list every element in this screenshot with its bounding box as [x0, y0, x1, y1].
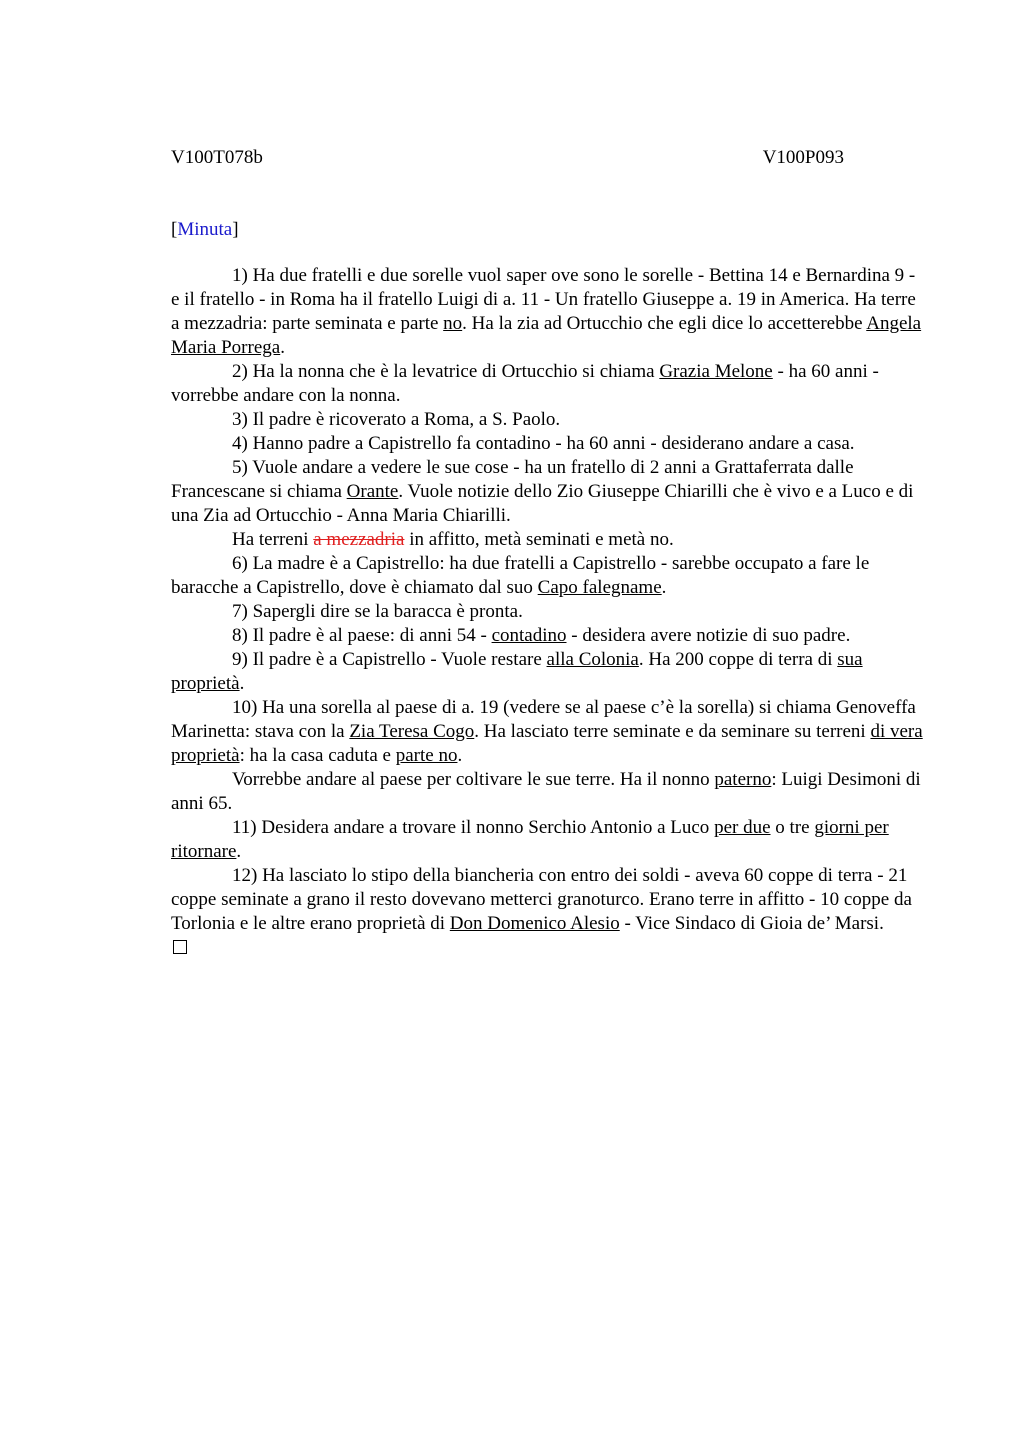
underlined-text: no — [443, 313, 463, 334]
paragraph-5 — [171, 456, 927, 528]
document-body — [171, 264, 927, 961]
underlined-text: Grazia Melone — [659, 361, 773, 382]
label-minuta-link[interactable]: Minuta — [177, 219, 233, 240]
underlined-text: per due — [714, 817, 771, 838]
text-span: in affitto, metà seminati e metà no. — [404, 529, 674, 550]
text-span: 5) Vuole andare a vedere le sue cose - ha un fratello di 2 anni a Grattaferrata dalle Francescane si chiama — [171, 457, 854, 502]
text-span: 4) Hanno padre a Capistrello fa contadino - ha 60 anni - desiderano andare a casa. — [232, 433, 855, 454]
underlined-text: Don Domenico Alesio — [449, 913, 620, 934]
underlined-text: parte no — [395, 745, 458, 766]
text-span: . — [239, 673, 245, 694]
document-label — [171, 218, 927, 242]
paragraph-7 — [171, 600, 927, 624]
underlined-text: Angela Maria Porrega — [171, 313, 922, 358]
text-span: . Ha la zia ad Ortucchio che egli dice lo accetterebbe — [462, 313, 867, 334]
paragraph-11 — [171, 816, 927, 864]
label-open-bracket: [ — [171, 219, 178, 240]
underlined-text: paterno — [714, 769, 772, 790]
text-span: - desidera avere notizie di suo padre. — [566, 625, 851, 646]
text-span: . Vuole notizie dello Zio Giuseppe Chiarilli che è vivo e a Luco e di una Zia ad Ortucchio - Anna Maria Chiarilli. — [171, 481, 914, 526]
underlined-text: contadino — [491, 625, 567, 646]
text-span: 6) La madre è a Capistrello: ha due fratelli a Capistrello - sarebbe occupato a fare le baracche a Capistrello, dove è chiamato dal suo — [171, 553, 870, 598]
underlined-text: sua proprietà — [171, 649, 863, 694]
paragraph-9 — [171, 648, 927, 696]
text-span: 1) Ha due fratelli e due sorelle vuol saper ove sono le sorelle - Bettina 14 e Bernardina 9 - e il fratello - in Roma ha il fratello Luigi di a. 11 - Un fratello Giuseppe a. 19 in America. Ha terre a mezzadria: parte seminata e parte — [171, 265, 916, 334]
underlined-text: di vera proprietà — [171, 721, 923, 766]
paragraph-10 — [171, 696, 927, 768]
text-span: 12) Ha lasciato lo stipo della biancheria con entro dei soldi - aveva 60 coppe di terra - 21 coppe seminate a grano il resto dovevano metterci granoturco. Erano terre in affitto - 10 coppe da Torlonia e le altre erano proprietà di — [171, 865, 912, 934]
text-span: . Ha 200 coppe di terra di — [638, 649, 838, 670]
text-span: Ha terreni — [232, 529, 314, 550]
paragraph-10-continued — [171, 768, 927, 816]
text-span: . — [661, 577, 667, 598]
text-span: 2) Ha la nonna che è la levatrice di Ortucchio si chiama — [232, 361, 660, 382]
document-code-right: V100P093 — [762, 147, 844, 168]
text-span: - ha 60 anni - vorrebbe andare con la nonna. — [171, 361, 879, 406]
paragraph-12 — [171, 864, 927, 936]
paragraph-1 — [171, 264, 927, 360]
paragraph-4 — [171, 432, 927, 456]
end-of-document-marker — [171, 936, 927, 961]
paragraph-8 — [171, 624, 927, 648]
paragraph-3 — [171, 408, 927, 432]
underlined-text: alla Colonia — [546, 649, 639, 670]
underlined-text: Zia Teresa Cogo — [349, 721, 475, 742]
paragraph-5-continued — [171, 528, 927, 552]
text-span: : Luigi Desimoni di anni 65. — [171, 769, 921, 814]
underlined-text: giorni per ritornare — [171, 817, 889, 862]
text-span: 11) Desidera andare a trovare il nonno Serchio Antonio a Luco — [232, 817, 715, 838]
struck-text: a mezzadria — [313, 529, 405, 550]
checkbox-square-icon — [173, 940, 187, 954]
underlined-text: Orante — [346, 481, 399, 502]
text-span: . — [236, 841, 242, 862]
text-span: - Vice Sindaco di Gioia de’ Marsi. — [619, 913, 884, 934]
text-span: : ha la casa caduta e — [239, 745, 396, 766]
text-span: 10) Ha una sorella al paese di a. 19 (vedere se al paese c’è la sorella) si chiama Genoveffa Marinetta: stava con la — [171, 697, 916, 742]
text-span: 9) Il padre è a Capistrello - Vuole restare — [232, 649, 547, 670]
label-close-bracket: ] — [232, 219, 239, 240]
text-span: 8) Il padre è al paese: di anni 54 - — [232, 625, 492, 646]
paragraph-6 — [171, 552, 927, 600]
document-header — [171, 146, 844, 170]
document-page — [171, 146, 927, 961]
text-span: . — [280, 337, 285, 358]
text-span: . Ha lasciato terre seminate e da seminare su terreni — [474, 721, 871, 742]
text-span: o tre — [770, 817, 815, 838]
text-span: . — [457, 745, 463, 766]
text-span: Vorrebbe andare al paese per coltivare le sue terre. Ha il nonno — [232, 769, 715, 790]
document-code-left: V100T078b — [171, 147, 263, 168]
text-span: 3) Il padre è ricoverato a Roma, a S. Paolo. — [232, 409, 561, 430]
paragraph-2 — [171, 360, 927, 408]
text-span: 7) Sapergli dire se la baracca è pronta. — [232, 601, 523, 622]
underlined-text: Capo falegname — [537, 577, 662, 598]
